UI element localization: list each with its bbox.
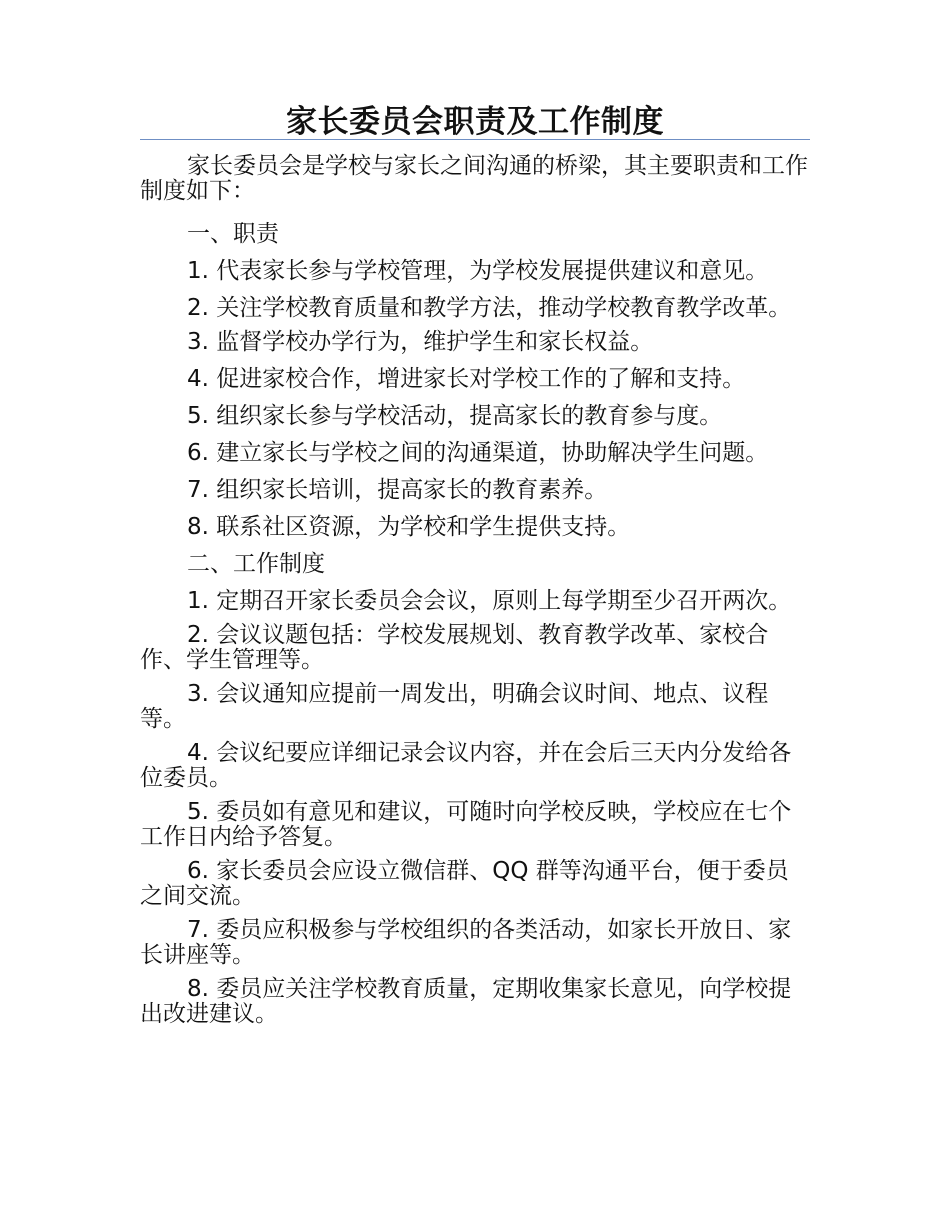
- rule-item-5: 5. 委员如有意见和建议，可随时向学校反映，学校应在七个工作日内给予答复。: [140, 799, 792, 850]
- rule-item-2: 2. 会议议题包括：学校发展规划、教育教学改革、家校合作、学生管理等。: [140, 622, 769, 673]
- duty-item-1: 1. 代表家长参与学校管理，为学校发展提供建议和意见。: [187, 258, 769, 284]
- rule-item-3: 3. 会议通知应提前一周发出，明确会议时间、地点、议程等。: [140, 681, 769, 732]
- document-body: [140, 154, 810, 1036]
- duty-item-6: 6. 建立家长与学校之间的沟通渠道，协助解决学生问题。: [187, 440, 769, 466]
- document-title: 家长委员会职责及工作制度: [286, 104, 664, 140]
- intro-paragraph: 家长委员会是学校与家长之间沟通的桥梁，其主要职责和工作制度如下：: [140, 153, 808, 204]
- duty-item-3: 3. 监督学校办学行为，维护学生和家长权益。: [187, 329, 654, 355]
- duty-item-8: 8. 联系社区资源，为学校和学生提供支持。: [187, 514, 631, 540]
- duty-item-7: 7. 组织家长培训，提高家长的教育素养。: [187, 477, 608, 503]
- rule-item-7: 7. 委员应积极参与学校组织的各类活动，如家长开放日、家长讲座等。: [140, 917, 792, 968]
- section-heading-rules: 二、工作制度: [187, 551, 325, 577]
- rule-item-1: 1. 定期召开家长委员会会议，原则上每学期至少召开两次。: [187, 588, 792, 614]
- duty-item-4: 4. 促进家校合作，增进家长对学校工作的了解和支持。: [187, 366, 746, 392]
- section-heading-duties: 一、职责: [187, 221, 279, 247]
- rule-item-4: 4. 会议纪要应详细记录会议内容，并在会后三天内分发给各位委员。: [140, 740, 792, 791]
- title-underline: [140, 139, 810, 140]
- duty-item-5: 5. 组织家长参与学校活动，提高家长的教育参与度。: [187, 403, 723, 429]
- rule-item-6: 6. 家长委员会应设立微信群、QQ 群等沟通平台，便于委员之间交流。: [140, 858, 789, 909]
- duty-item-2: 2. 关注学校教育质量和教学方法，推动学校教育教学改革。: [187, 295, 792, 321]
- rule-item-8: 8. 委员应关注学校教育质量，定期收集家长意见，向学校提出改进建议。: [140, 976, 792, 1027]
